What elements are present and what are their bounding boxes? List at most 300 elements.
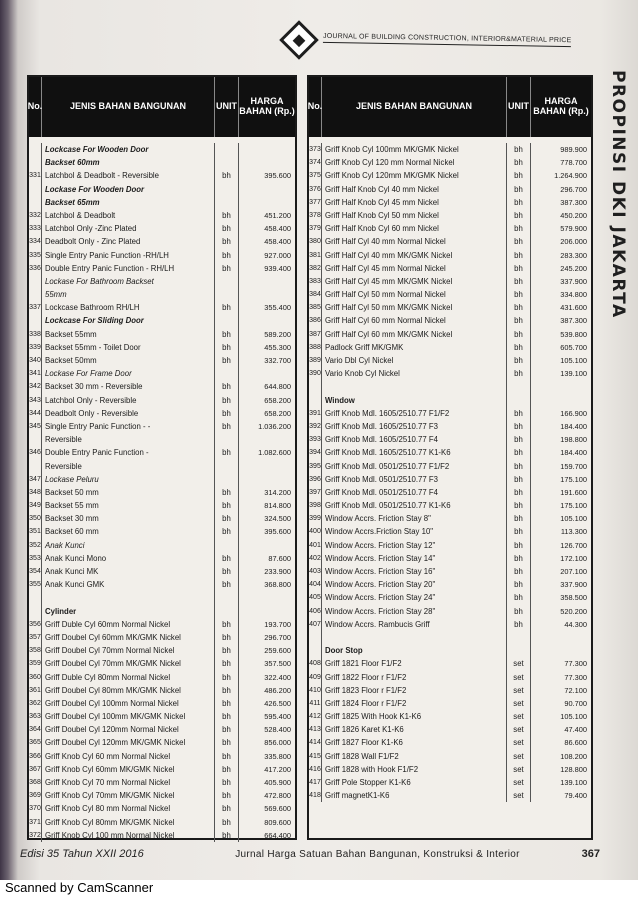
table-row xyxy=(29,156,295,169)
price-cell xyxy=(239,143,295,156)
price-cell: 856.000 xyxy=(264,738,291,748)
unit-cell xyxy=(215,314,239,327)
row-number: 345 xyxy=(29,420,42,433)
table-row xyxy=(309,605,591,618)
row-number: 414 xyxy=(309,736,322,749)
row-number: 382 xyxy=(309,262,322,275)
price-cell: 283.300 xyxy=(560,250,587,260)
price-cell: 159.700 xyxy=(560,461,587,471)
price-cell: 809.600 xyxy=(264,817,291,827)
material-name: Backset 65mm xyxy=(42,196,215,209)
material-name: Griff Half Cyl 45 mm Normal Nickel xyxy=(322,262,507,275)
row-number xyxy=(29,143,42,156)
unit-cell xyxy=(215,539,239,552)
row-number: 394 xyxy=(309,446,322,459)
row-number: 418 xyxy=(309,789,322,802)
material-name: Deadbolt Only - Zinc Plated xyxy=(42,235,215,248)
material-name: Window Accrs. Friction Stay 14" xyxy=(322,552,507,565)
row-number: 358 xyxy=(29,644,42,657)
table-row xyxy=(309,776,591,789)
material-name: Backset 50 mm xyxy=(42,486,215,499)
material-name: Window Accrs. Friction Stay 28" xyxy=(322,605,507,618)
table-row xyxy=(309,789,591,802)
unit-cell: bh xyxy=(215,301,239,314)
unit-cell: set xyxy=(507,723,531,736)
unit-cell: set xyxy=(507,710,531,723)
unit-cell: bh xyxy=(507,354,531,367)
row-number: 363 xyxy=(29,710,42,723)
row-number: 335 xyxy=(29,249,42,262)
table-row xyxy=(309,288,591,301)
price-cell xyxy=(239,591,295,604)
row-number xyxy=(29,275,42,288)
price-cell xyxy=(239,196,295,209)
material-name: Latchbol & Deadbolt - Reversible xyxy=(42,169,215,182)
journal-title: JOURNAL OF BUILDING CONSTRUCTION, INTERIOR&MATERIAL PRICE xyxy=(323,33,572,47)
table-row xyxy=(29,499,295,512)
table-row xyxy=(29,420,295,433)
row-number: 415 xyxy=(309,750,322,763)
table-row xyxy=(29,697,295,710)
price-cell: 579.900 xyxy=(560,224,587,234)
price-cell: 1.264.900 xyxy=(554,171,587,181)
material-name: Griff 1825 With Hook K1-K6 xyxy=(322,710,507,723)
row-number xyxy=(29,460,42,473)
row-number: 352 xyxy=(29,539,42,552)
table-row xyxy=(309,486,591,499)
material-name: Single Entry Panic Function -RH/LH xyxy=(42,249,215,262)
price-cell: 139.100 xyxy=(560,369,587,379)
unit-cell xyxy=(215,196,239,209)
price-cell xyxy=(239,314,295,327)
price-cell: 105.100 xyxy=(560,356,587,365)
material-name: Griff 1826 Karet K1-K6 xyxy=(322,723,507,736)
table-row xyxy=(29,143,295,156)
journal-footer-title: Jurnal Harga Satuan Bahan Bangunan, Konstruksi & Interior xyxy=(235,848,520,860)
price-cell xyxy=(239,539,295,552)
price-cell: 198.800 xyxy=(560,435,587,445)
price-cell: 778.700 xyxy=(560,158,587,168)
unit-cell: set xyxy=(507,671,531,684)
row-number: 389 xyxy=(309,354,322,367)
unit-cell: bh xyxy=(215,552,239,565)
price-cell: 105.100 xyxy=(560,712,587,722)
material-name: Reversible xyxy=(42,460,215,473)
material-name: Griff 1821 Floor F1/F2 xyxy=(322,657,507,670)
material-name: Cylinder xyxy=(42,605,215,618)
unit-cell: bh xyxy=(507,591,531,604)
material-name: Window Accrs. Friction Stay 24" xyxy=(322,591,507,604)
unit-cell xyxy=(215,288,239,301)
unit-cell xyxy=(215,183,239,196)
material-name: Door Stop xyxy=(322,644,507,657)
price-cell xyxy=(531,644,591,657)
price-cell xyxy=(239,367,295,380)
price-cell: 528.400 xyxy=(264,725,291,735)
header-unit: UNIT xyxy=(215,77,239,137)
row-number: 349 xyxy=(29,499,42,512)
unit-cell xyxy=(215,473,239,486)
unit-cell: bh xyxy=(507,605,531,618)
row-number: 381 xyxy=(309,249,322,262)
row-number: 346 xyxy=(29,446,42,459)
row-number: 404 xyxy=(309,578,322,591)
table-row xyxy=(29,367,295,380)
price-cell xyxy=(239,605,295,618)
unit-cell: bh xyxy=(215,657,239,670)
table-row xyxy=(309,196,591,209)
header-price-line1: HARGA xyxy=(250,96,284,107)
unit-cell: set xyxy=(507,697,531,710)
row-number: 413 xyxy=(309,723,322,736)
unit-cell xyxy=(215,591,239,604)
material-name: Backset 55mm - Toilet Door xyxy=(42,341,215,354)
price-cell: 387.300 xyxy=(560,197,587,207)
price-cell xyxy=(239,275,295,288)
row-number xyxy=(29,183,42,196)
table-header xyxy=(309,77,591,137)
unit-cell: bh xyxy=(215,420,239,433)
unit-cell: bh xyxy=(507,473,531,486)
table-row xyxy=(29,723,295,736)
row-number: 331 xyxy=(29,169,42,182)
price-cell: 191.600 xyxy=(560,487,587,497)
material-name: Anak Kunci MK xyxy=(42,565,215,578)
table-row xyxy=(29,407,295,420)
row-number: 362 xyxy=(29,697,42,710)
table-row xyxy=(29,275,295,288)
row-number: 398 xyxy=(309,499,322,512)
table-row xyxy=(29,631,295,644)
table-row xyxy=(309,380,591,393)
row-number: 356 xyxy=(29,618,42,631)
unit-cell: bh xyxy=(507,143,531,156)
row-number xyxy=(29,605,42,618)
material-name: Griff Knob Mdl. 1605/2510.77 K1-K6 xyxy=(322,446,507,459)
table-row xyxy=(29,776,295,789)
material-name: Backset 30 mm xyxy=(42,512,215,525)
table-row xyxy=(309,631,591,644)
table-row xyxy=(309,591,591,604)
price-cell: 79.400 xyxy=(564,791,587,801)
unit-cell xyxy=(507,380,531,393)
table-row xyxy=(309,512,591,525)
table-row xyxy=(29,301,295,314)
row-number: 416 xyxy=(309,763,322,776)
unit-cell: bh xyxy=(507,196,531,209)
material-name: Griff Knob Cyl 120mm MK/GMK Nickel xyxy=(322,169,507,182)
row-number: 372 xyxy=(29,829,42,842)
material-name: Griff Half Knob Cyl 50 mm Nickel xyxy=(322,209,507,222)
row-number: 386 xyxy=(309,314,322,327)
unit-cell: bh xyxy=(215,262,239,275)
material-name: Backset 55mm xyxy=(42,328,215,341)
unit-cell xyxy=(215,367,239,380)
table-row xyxy=(309,657,591,670)
row-number: 402 xyxy=(309,552,322,565)
table-row xyxy=(309,565,591,578)
unit-cell: bh xyxy=(215,169,239,182)
material-name: Griff Doubel Cyl 100mm MK/GMK Nickel xyxy=(42,710,215,723)
table-row xyxy=(29,209,295,222)
row-number: 412 xyxy=(309,710,322,723)
row-number: 406 xyxy=(309,605,322,618)
table-row xyxy=(29,512,295,525)
row-number: 347 xyxy=(29,473,42,486)
row-number: 368 xyxy=(29,776,42,789)
price-cell: 355.400 xyxy=(264,303,291,313)
material-name: Backset 60 mm xyxy=(42,525,215,538)
header-name: JENIS BAHAN BANGUNAN xyxy=(42,77,215,137)
table-row xyxy=(309,222,591,235)
material-name: Griff Knob Cyl 60mm MK/GMK Nickel xyxy=(42,763,215,776)
unit-cell: bh xyxy=(507,301,531,314)
material-name: Lockase Peluru xyxy=(42,473,215,486)
price-cell: 259.600 xyxy=(264,646,291,656)
table-row xyxy=(309,169,591,182)
material-name xyxy=(322,380,507,393)
price-cell xyxy=(531,380,591,393)
unit-cell: bh xyxy=(507,446,531,459)
unit-cell: bh xyxy=(507,288,531,301)
unit-cell: bh xyxy=(215,512,239,525)
material-name: Griff Duble Cyl 80mm Normal Nickel xyxy=(42,671,215,684)
price-cell: 86.600 xyxy=(564,738,587,748)
header-price xyxy=(239,77,295,137)
material-name: 55mm xyxy=(42,288,215,301)
table-row xyxy=(29,802,295,815)
row-number: 393 xyxy=(309,433,322,446)
material-name: Griff Doubel Cyl 80mm MK/GMK Nickel xyxy=(42,684,215,697)
unit-cell: bh xyxy=(215,631,239,644)
unit-cell xyxy=(507,394,531,407)
row-number: 361 xyxy=(29,684,42,697)
material-name: Anak Kunci GMK xyxy=(42,578,215,591)
row-number: 343 xyxy=(29,394,42,407)
row-number: 405 xyxy=(309,591,322,604)
price-cell: 1.082.600 xyxy=(258,448,291,458)
price-cell: 658.200 xyxy=(264,395,291,405)
unit-cell: bh xyxy=(507,578,531,591)
row-number: 338 xyxy=(29,328,42,341)
price-cell: 569.600 xyxy=(264,804,291,814)
price-cell: 47.400 xyxy=(564,725,587,735)
table-row xyxy=(29,446,295,459)
header-no: No. xyxy=(29,77,42,137)
table-row xyxy=(309,671,591,684)
unit-cell: bh xyxy=(215,697,239,710)
unit-cell: bh xyxy=(507,618,531,631)
price-cell: 139.100 xyxy=(560,778,587,787)
table-row xyxy=(309,697,591,710)
material-name: Griff Knob Cyl 80 mm Normal Nickel xyxy=(42,802,215,815)
material-name: Latchbol Only - Reversible xyxy=(42,394,215,407)
unit-cell: bh xyxy=(215,776,239,789)
table-row xyxy=(309,394,591,407)
price-cell: 458.400 xyxy=(264,224,291,234)
row-number: 334 xyxy=(29,235,42,248)
material-name: Griff 1828 Wall F1/F2 xyxy=(322,750,507,763)
unit-cell: bh xyxy=(507,341,531,354)
price-cell: 296.700 xyxy=(560,184,587,194)
price-cell: 296.700 xyxy=(264,632,291,642)
table-row xyxy=(309,354,591,367)
price-cell: 1.036.200 xyxy=(258,421,291,431)
material-name: Lockcase For Sliding Door xyxy=(42,314,215,327)
price-cell: 175.100 xyxy=(560,501,587,511)
table-row xyxy=(309,341,591,354)
page-number: 367 xyxy=(581,848,600,860)
material-name: Griff 1828 with Hook F1/F2 xyxy=(322,763,507,776)
material-name: Anak Kunci xyxy=(42,539,215,552)
material-name: Griff Half Cyl 60 mm MK/GMK Nickel xyxy=(322,328,507,341)
row-number: 337 xyxy=(29,301,42,314)
material-name: Window Accrs. Rambucis Griff xyxy=(322,618,507,631)
material-name: Griff Doubel Cyl 60mm MK/GMK Nickel xyxy=(42,631,215,644)
material-name: Latchbol & Deadbolt xyxy=(42,209,215,222)
table-row xyxy=(29,249,295,262)
price-cell: 314.200 xyxy=(264,487,291,497)
material-name: Griff Knob Mdl. 0501/2510.77 F1/F2 xyxy=(322,460,507,473)
price-cell: 334.800 xyxy=(560,290,587,300)
price-cell: 113.300 xyxy=(560,527,587,537)
unit-cell: bh xyxy=(215,354,239,367)
header-unit: UNIT xyxy=(507,77,531,137)
table-body-left xyxy=(29,137,295,842)
row-number: 376 xyxy=(309,183,322,196)
row-number: 359 xyxy=(29,657,42,670)
table-row xyxy=(309,710,591,723)
table-row xyxy=(29,552,295,565)
price-cell: 664.400 xyxy=(264,830,291,840)
material-name: Griff Knob Cyl 120 mm Normal Nickel xyxy=(322,156,507,169)
material-name xyxy=(42,591,215,604)
price-cell: 595.400 xyxy=(264,712,291,722)
price-cell: 417.200 xyxy=(264,764,291,774)
table-row xyxy=(309,473,591,486)
row-number xyxy=(29,433,42,446)
row-number: 385 xyxy=(309,301,322,314)
material-name: Anak Kunci Mono xyxy=(42,552,215,565)
table-row xyxy=(29,789,295,802)
unit-cell: bh xyxy=(507,262,531,275)
unit-cell: bh xyxy=(507,169,531,182)
price-cell: 405.900 xyxy=(264,778,291,787)
unit-cell: bh xyxy=(215,380,239,393)
material-name: Griff Knob Cyl 80mm MK/GMK Nickel xyxy=(42,816,215,829)
price-cell: 77.300 xyxy=(564,659,587,669)
material-name: Backset 30 mm - Reversible xyxy=(42,380,215,393)
price-table-right xyxy=(307,75,593,840)
price-cell: 90.700 xyxy=(564,698,587,708)
material-name: Lockase For Frame Door xyxy=(42,367,215,380)
material-name: Griff Half Knob Cyl 45 mm Nickel xyxy=(322,196,507,209)
table-row xyxy=(309,552,591,565)
row-number: 409 xyxy=(309,671,322,684)
price-cell: 426.500 xyxy=(264,698,291,708)
unit-cell: bh xyxy=(507,235,531,248)
unit-cell: bh xyxy=(215,802,239,815)
table-row xyxy=(309,499,591,512)
row-number xyxy=(309,644,322,657)
price-cell: 184.400 xyxy=(560,421,587,431)
row-number: 410 xyxy=(309,684,322,697)
unit-cell: bh xyxy=(215,249,239,262)
unit-cell xyxy=(215,275,239,288)
price-cell: 605.700 xyxy=(560,342,587,352)
price-cell xyxy=(239,433,295,446)
table-row xyxy=(29,750,295,763)
unit-cell: bh xyxy=(215,723,239,736)
material-name: Griff Half Cyl 50 mm MK/GMK Nickel xyxy=(322,301,507,314)
material-name: Griff Doubel Cyl 100mm Normal Nickel xyxy=(42,697,215,710)
unit-cell: bh xyxy=(507,539,531,552)
material-name: Griff Knob Mdl. 0501/2510.77 F3 xyxy=(322,473,507,486)
table-row xyxy=(29,183,295,196)
table-row xyxy=(29,618,295,631)
row-number: 417 xyxy=(309,776,322,789)
table-row xyxy=(309,763,591,776)
header-price-line2: BAHAN (Rp.) xyxy=(239,106,295,116)
price-cell: 658.200 xyxy=(264,408,291,418)
price-cell: 324.500 xyxy=(264,514,291,524)
material-name: Griff Knob Cyl 70 mm Normal Nickel xyxy=(42,776,215,789)
table-row xyxy=(309,301,591,314)
material-name: Lockcase Bathroom RH/LH xyxy=(42,301,215,314)
row-number: 348 xyxy=(29,486,42,499)
price-cell: 431.600 xyxy=(560,303,587,313)
material-name: Latchbol Only -Zinc Plated xyxy=(42,222,215,235)
material-name: Griff Knob Mdl. 1605/2510.77 F4 xyxy=(322,433,507,446)
price-cell: 486.200 xyxy=(264,685,291,695)
unit-cell: bh xyxy=(507,183,531,196)
header-no: No. xyxy=(309,77,322,137)
table-row xyxy=(29,684,295,697)
unit-cell: bh xyxy=(507,552,531,565)
price-cell: 233.900 xyxy=(264,567,291,576)
price-cell: 387.300 xyxy=(560,316,587,326)
row-number: 341 xyxy=(29,367,42,380)
table-row xyxy=(309,750,591,763)
unit-cell: bh xyxy=(507,275,531,288)
material-name: Double Entry Panic Function - RH/LH xyxy=(42,262,215,275)
price-cell: 927.000 xyxy=(264,250,291,260)
price-cell: 335.800 xyxy=(264,751,291,761)
table-row xyxy=(309,262,591,275)
material-name: Griff Knob Cyl 100mm MK/GMK Nickel xyxy=(322,143,507,156)
table-row xyxy=(29,657,295,670)
unit-cell: bh xyxy=(507,565,531,578)
price-cell: 450.200 xyxy=(560,210,587,220)
unit-cell: set xyxy=(507,763,531,776)
unit-cell xyxy=(215,605,239,618)
unit-cell: bh xyxy=(507,499,531,512)
unit-cell: bh xyxy=(215,209,239,222)
table-header xyxy=(29,77,295,137)
row-number: 397 xyxy=(309,486,322,499)
row-number xyxy=(309,394,322,407)
material-name: Griff Knob Cyl 60 mm Normal Nickel xyxy=(42,750,215,763)
price-cell: 87.600 xyxy=(268,553,291,563)
unit-cell: set xyxy=(507,736,531,749)
material-name: Window Accrs. Friction Stay 12" xyxy=(322,539,507,552)
price-cell: 184.400 xyxy=(560,448,587,458)
row-number: 408 xyxy=(309,657,322,670)
table-row xyxy=(29,525,295,538)
row-number: 360 xyxy=(29,671,42,684)
unit-cell: bh xyxy=(215,671,239,684)
material-name: Griff Knob Cyl 70mm MK/GMK Nickel xyxy=(42,789,215,802)
